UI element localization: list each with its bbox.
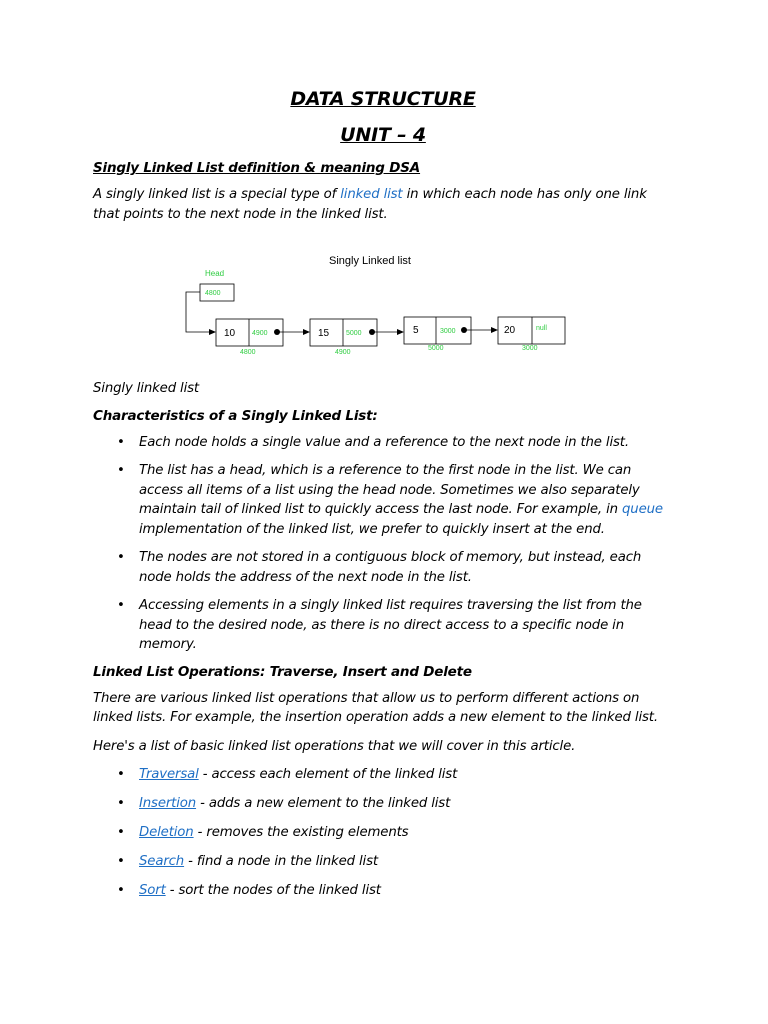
node-next: 5000 [346, 330, 362, 337]
bullet-icon: • [117, 550, 125, 565]
node-address: 3000 [522, 345, 538, 352]
head-value: 4800 [205, 290, 221, 297]
bullet-icon: • [117, 767, 125, 782]
insertion-link[interactable]: Insertion [139, 796, 197, 811]
diagram-caption: Singly linked list [93, 381, 199, 396]
sort-link[interactable]: Sort [139, 883, 166, 898]
section-heading-characteristics: Characteristics of a Singly Linked List: [93, 407, 378, 424]
arrow-head-icon [303, 329, 310, 335]
intro-paragraph: A singly linked list is a special type of linked list in which each node has only one link that points to the next node in the linked list. [93, 187, 647, 222]
bullet-icon: • [117, 598, 125, 613]
list-item: • Accessing elements in a singly linked list requires traversing the list from the head to the desired node, as there is no direct access to a specific node in memory. [117, 598, 642, 652]
section-heading-definition: Singly Linked List definition & meaning DSA [93, 160, 421, 176]
list-item: • The nodes are not stored in a contiguous block of memory, but instead, each node holds the address of the next node in the list. [117, 550, 642, 585]
search-link[interactable]: Search [139, 854, 185, 869]
characteristics-list [93, 433, 673, 655]
list-item: • The list has a head, which is a reference to the first node in the list. We can access all items of a list using the head node. Sometimes we also separately maintain tail of linked list to quickly access the last node. For example, in queue implementation of the linked list, we prefer to quickly insert at the end. [117, 463, 663, 537]
arrow-head-icon [209, 329, 216, 335]
page-title: DATA STRUCTURE [290, 88, 476, 110]
operations-list [93, 765, 673, 901]
bullet-icon: • [117, 463, 125, 478]
node-next: 4900 [252, 330, 268, 337]
bullet-icon: • [117, 883, 125, 898]
list-item: • Search - find a node in the linked list [93, 852, 673, 872]
list-item: • Deletion - removes the existing elements [93, 823, 673, 843]
list-item: • Traversal - access each element of the linked list [93, 765, 673, 785]
list-item: • Sort - sort the nodes of the linked list [93, 881, 673, 901]
bullet-icon: • [117, 854, 125, 869]
document-page [93, 88, 673, 901]
operations-list-intro: Here's a list of basic linked list operations that we will cover in this article. [93, 738, 576, 754]
linked-list-link[interactable]: linked list [340, 187, 403, 202]
node-value: 15 [318, 328, 330, 339]
node-address: 5000 [428, 345, 444, 352]
list-item: • Each node holds a single value and a reference to the next node in the list. [93, 433, 673, 453]
node-address: 4800 [240, 349, 256, 356]
arrow-head-icon [491, 327, 498, 333]
bullet-icon: • [117, 825, 125, 840]
arrow-head-icon [397, 329, 404, 335]
section-heading-operations: Linked List Operations: Traverse, Insert and Delete [93, 663, 472, 680]
diagram-title: Singly Linked list [329, 255, 411, 267]
bullet-icon: • [117, 796, 125, 811]
list-item: • Insertion - adds a new element to the linked list [93, 794, 673, 814]
unit-title: UNIT – 4 [340, 124, 426, 146]
node-value: 20 [504, 325, 516, 336]
node-next: 3000 [440, 328, 456, 335]
node-value: 5 [413, 325, 419, 336]
linked-list-diagram [178, 250, 578, 365]
node-value: 10 [224, 328, 236, 339]
bullet-icon: • [117, 434, 125, 450]
node-address: 4900 [335, 349, 351, 356]
operations-paragraph: There are various linked list operations that allow us to perform different actions on linked lists. For example, the insertion operation adds a new element to the linked list. [93, 690, 658, 725]
traversal-link[interactable]: Traversal [139, 767, 199, 782]
node-next: null [536, 325, 547, 332]
head-label: Head [205, 269, 225, 278]
queue-link[interactable]: queue [622, 502, 663, 517]
deletion-link[interactable]: Deletion [139, 825, 194, 840]
